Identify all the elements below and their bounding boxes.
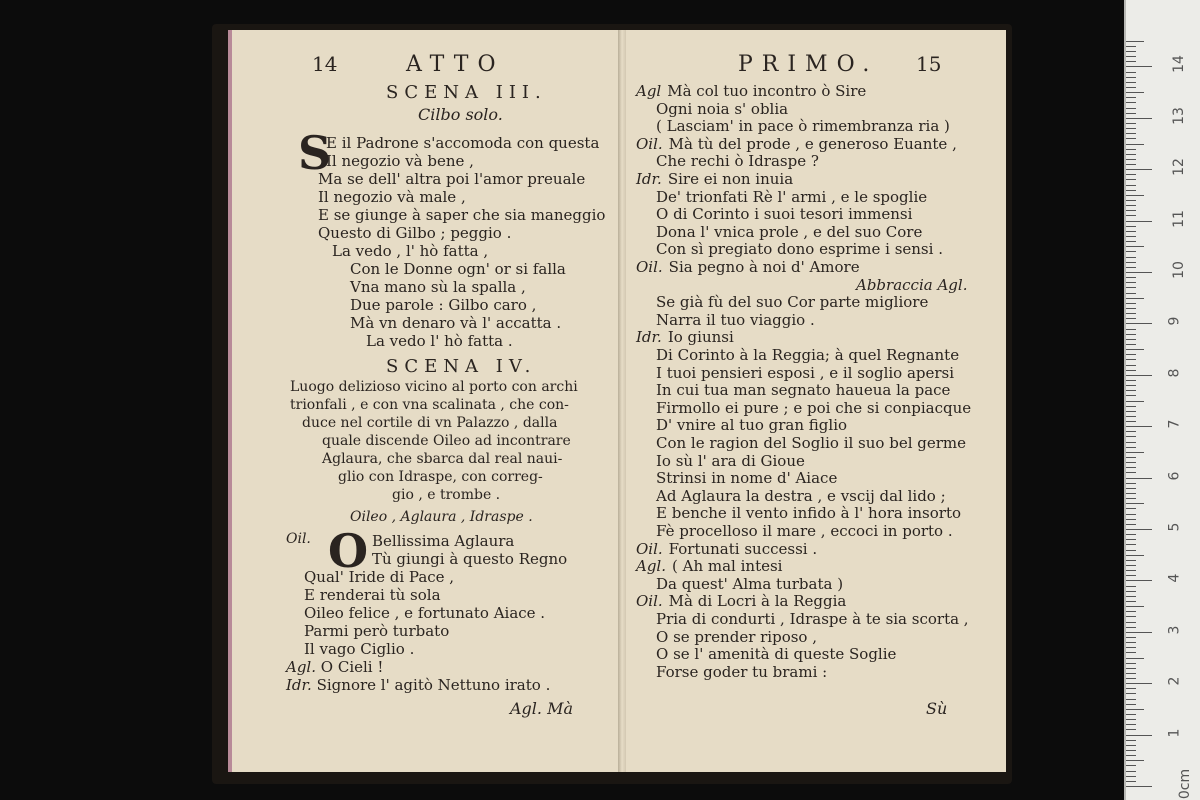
ruler-tick [1126,457,1136,458]
verse-line: Ma se dell' altra poi l'amor preuale [318,170,586,188]
measurement-ruler [1124,0,1200,800]
ruler-tick [1126,313,1136,314]
dialog-text: D' vnire al tuo gran figlio [656,416,848,435]
running-head-left: ATTO [406,52,505,77]
stage-line: quale discende Oileo ad incontrare [322,433,571,449]
dialog-line [656,399,971,417]
ruler-tick [1126,401,1144,402]
dialog-text: De' trionfati Rè l' armi , e le spoglie [656,187,928,206]
ruler-number: 7 [1166,419,1183,429]
dialog-line [636,135,957,153]
dialog-text: Io giunsi [667,328,734,347]
speaker-label: Idr. [636,328,662,347]
ruler-tick [1126,478,1152,479]
dialog-text: ( Ah mal intesi [672,557,783,576]
ruler-tick [1126,221,1152,222]
ruler-tick [1126,102,1136,103]
dialog-text: O se prender riposo , [656,627,818,646]
ruler-tick [1126,760,1144,761]
ruler-tick [1126,164,1136,165]
verse-line: Parmi però turbato [304,622,450,640]
verse-line: Il negozio và male , [318,188,466,206]
ruler-tick [1126,524,1136,525]
left-page [228,30,620,772]
ruler-tick [1126,123,1136,124]
verse-line: Questo di Gilbo ; peggio . [318,224,512,242]
ruler-tick [1126,472,1136,473]
dialog-line [656,100,788,118]
ruler-tick [1126,611,1136,612]
ruler-tick [1126,596,1136,597]
dialog-line [656,452,805,470]
verse-line: Tù giungi à questo Regno [372,550,568,568]
ruler-tick [1126,786,1152,787]
verse-line: Qual' Iride di Pace , [304,568,455,586]
ruler-tick [1126,195,1144,196]
dialog-line [656,628,817,646]
ruler-tick [1126,77,1136,78]
dialog-line [636,170,793,188]
ruler-tick [1126,210,1136,211]
ruler-tick [1126,462,1136,463]
dialog-text: Ad Aglaura la destra , e vscij dal lido ; [656,486,946,505]
ruler-number: 0cm [1177,768,1194,800]
ruler-number: 11 [1170,209,1187,228]
verse-line: Il negozio và bene , [326,152,474,170]
verse-line: Con le Donne ogn' or si falla [350,260,566,278]
dialog-text: Fortunati successi . [668,539,818,558]
ruler-tick [1126,46,1136,47]
ruler-tick [1126,508,1136,509]
ruler-number: 6 [1166,471,1183,481]
dialog-line [656,434,966,452]
ruler-tick [1126,179,1136,180]
dialog-text: Da quest' Alma turbata ) [656,574,844,593]
ruler-tick [1126,339,1136,340]
ruler-number: 4 [1166,573,1183,583]
dialog-text: E benche il vento infido à l' hora insorto [656,504,962,523]
ruler-tick [1126,714,1136,715]
ruler-tick [1126,262,1136,263]
ruler-tick [1126,442,1136,443]
dialog-line [636,592,846,610]
dialog-line [636,328,734,346]
ruler-tick [1126,622,1136,623]
ruler-tick [1126,550,1136,551]
stage-line: Aglaura, che sbarca dal real naui- [322,451,563,467]
ruler-tick [1126,565,1136,566]
dialog-line [656,364,954,382]
dialog-text: Di Corinto à la Reggia; à quel Regnante [656,346,960,364]
ruler-tick [1126,277,1136,278]
ruler-tick [1126,205,1136,206]
dialog-line [636,82,866,100]
ruler-tick [1126,144,1144,145]
stage-line: trionfali , e con vna scalinata , che con- [290,397,569,413]
ruler-tick [1126,149,1136,150]
ruler-tick [1126,436,1136,437]
dialog-text: Mà col tuo incontro ò Sire [667,82,867,100]
dialog-line [656,416,847,434]
verse-line: Vna mano sù la spalla , [350,278,526,296]
ruler-tick [1126,303,1136,304]
speaker-label: Oil. [636,134,663,153]
ruler-tick [1126,421,1136,422]
ruler-tick [1126,251,1136,252]
ruler-tick [1126,627,1136,628]
verse-line: Oileo felice , e fortunato Aiace . [304,604,546,622]
ruler-tick [1126,174,1136,175]
ruler-tick [1126,693,1136,694]
dialog-line [656,152,819,170]
dialog-text: Forse goder tu brami : [656,662,828,681]
ruler-tick [1126,750,1136,751]
ruler-tick [1126,272,1152,273]
verse-line: La vedo l' hò fatta . [366,332,513,350]
dialog-text: Narra il tuo viaggio . [656,310,815,329]
ruler-tick [1126,354,1136,355]
ruler-tick [1126,771,1136,772]
ruler-tick [1126,169,1152,170]
ruler-tick [1126,781,1136,782]
character-list: Oileo , Aglaura , Idraspe . [350,509,533,525]
ruler-tick [1126,66,1152,67]
ruler-tick [1126,699,1136,700]
speaker-label: Agl. [286,658,316,676]
ruler-tick [1126,539,1136,540]
ruler-number: 8 [1166,368,1183,378]
dialog-line [856,276,967,294]
ruler-tick [1126,298,1144,299]
ruler-tick [1126,395,1136,396]
dialog-text: In cui tua man segnato haueua la pace [656,381,951,400]
ruler-tick [1126,431,1136,432]
ruler-tick [1126,82,1136,83]
ruler-tick [1126,190,1136,191]
dialog-line [656,240,943,258]
ruler-tick [1126,591,1136,592]
ruler-tick [1126,663,1136,664]
ruler-tick [1126,87,1136,88]
ruler-tick [1126,92,1144,93]
ruler-tick [1126,755,1136,756]
dialog-text: Mà tù del prode , e generoso Euante , [668,134,957,153]
ruler-tick [1126,344,1136,345]
dialog-line [656,575,843,593]
dialog-text: Sire ei non inuia [667,170,794,188]
stage-line: gio , e trombe . [392,487,501,503]
page-number-left: 14 [312,52,338,76]
dialog-line [656,469,837,487]
ruler-tick [1126,349,1144,350]
ruler-number: 13 [1170,106,1187,125]
dialog-line [656,293,928,311]
scene-title: SCENA III. [386,82,547,103]
ruler-tick [1126,637,1136,638]
ruler-tick [1126,724,1136,725]
dialog-line [636,540,817,558]
stage-line: Luogo delizioso vicino al porto con archi [290,379,578,395]
speaker-label: Oil. [286,531,311,547]
ruler-tick [1126,765,1136,766]
dialog-text: Con sì pregiato dono esprime i sensi . [656,240,943,259]
ruler-tick [1126,529,1152,530]
scene-subtitle: Cilbo solo. [418,105,503,124]
stage-line: glio con Idraspe, con correg- [338,469,543,485]
dialog-text: Signore l' agitò Nettuno irato . [316,676,551,694]
ruler-tick [1126,200,1136,201]
dialog-text: O se l' amenità di queste Soglie [656,645,897,664]
ruler-tick [1126,226,1136,227]
dialog-line [286,658,383,676]
ruler-tick [1126,385,1136,386]
ruler-tick [1126,503,1144,504]
ruler-tick [1126,97,1136,98]
ruler-tick [1126,658,1144,659]
ruler-tick [1126,159,1136,160]
dialog-text: Dona l' vnica prole , e del suo Core [656,222,923,241]
dialog-line [656,663,827,681]
dialog-text: ( Lasciam' in pace ò rimembranza ria ) [656,117,950,136]
ruler-tick [1126,61,1136,62]
ruler-tick [1126,586,1136,587]
ruler-tick [1126,514,1136,515]
verse-line: La vedo , l' hò fatta , [332,242,489,260]
ruler-tick [1126,498,1136,499]
ruler-tick [1126,544,1136,545]
dialog-text: Ogni noia s' oblia [656,99,789,118]
dialog-text: Se già fù del suo Cor parte migliore [656,293,929,312]
ruler-number: 14 [1170,55,1187,74]
ruler-tick [1126,133,1136,134]
ruler-tick [1126,606,1144,607]
dialog-line [656,117,950,135]
ruler-tick [1126,647,1136,648]
ruler-tick [1126,128,1136,129]
ruler-tick [1126,231,1136,232]
speaker-label: Idr. [286,676,312,694]
ruler-tick [1126,411,1136,412]
dialog-line [656,311,815,329]
ruler-tick [1126,323,1152,324]
ruler-tick [1126,560,1136,561]
ruler-tick [1126,267,1136,268]
catchword-left: Agl. Mà [510,699,574,718]
dialog-text: Con le ragion del Soglio il suo bel germe [656,434,967,452]
verse-line: Due parole : Gilbo caro , [350,296,537,314]
dialog-text: Sia pegno à noi d' Amore [668,258,860,276]
ruler-tick [1126,570,1136,571]
ruler-tick [1126,729,1136,730]
ruler-tick [1126,308,1136,309]
dialog-text: O di Corinto i suoi tesori immensi [656,205,913,224]
dialog-line [286,676,550,694]
ruler-tick [1126,776,1136,777]
ruler-tick [1126,236,1136,237]
ruler-tick [1126,467,1136,468]
ruler-tick [1126,72,1136,73]
ruler-tick [1126,359,1136,360]
ruler-number: 5 [1166,522,1183,532]
dialog-line [656,223,922,241]
ruler-tick [1126,246,1144,247]
dialog-text: O Cieli ! [320,658,384,676]
ruler-tick [1126,293,1136,294]
ruler-tick [1126,580,1152,581]
ruler-tick [1126,555,1144,556]
catchword-right: Sù [926,699,948,718]
ruler-tick [1126,447,1136,448]
dialog-text: Firmollo ei pure ; e poi che si conpiacque [656,398,972,417]
ruler-tick [1126,534,1136,535]
ruler-tick [1126,287,1136,288]
ruler-tick [1126,719,1136,720]
dialog-text: Strinsi in nome d' Aiace [656,469,838,488]
ruler-tick [1126,483,1136,484]
ruler-tick [1126,652,1136,653]
dialog-text: Che rechi ò Idraspe ? [656,152,819,171]
ruler-tick [1126,519,1136,520]
running-head-right: PRIMO. [738,52,879,77]
ruler-number: 3 [1166,625,1183,635]
page-number-right: 15 [916,52,942,76]
ruler-tick [1126,375,1152,376]
ruler-tick [1126,673,1136,674]
ruler-tick [1126,334,1136,335]
speaker-label: Oil. [636,258,663,276]
dialog-text: Pria di condurti , Idraspe à te sia scorta , [656,610,969,628]
dialog-text: Io sù l' ara di Gioue [656,451,805,470]
ruler-tick [1126,452,1144,453]
ruler-number: 2 [1166,676,1183,686]
verse-line: E il Padrone s'accomoda con questa [326,134,600,152]
ruler-tick [1126,678,1136,679]
verse-line: E se giunge à saper che sia maneggio [318,206,606,224]
ruler-tick [1126,215,1136,216]
verse-line: Mà vn denaro và l' accatta . [350,314,562,332]
drop-cap: S [298,126,332,180]
ruler-tick [1126,108,1136,109]
ruler-tick [1126,365,1136,366]
ruler-tick [1126,329,1136,330]
dialog-text: Mà di Locri à la Reggia [668,592,847,611]
ruler-tick [1126,709,1144,710]
dialog-line [656,487,946,505]
ruler-tick [1126,601,1136,602]
dialog-line [636,258,860,276]
stage-line: duce nel cortile di vn Palazzo , dalla [302,415,558,431]
ruler-tick [1126,426,1152,427]
speaker-label: Idr. [636,170,662,188]
ruler-number: 9 [1166,316,1183,326]
ruler-tick [1126,735,1152,736]
ruler-tick [1126,575,1136,576]
dialog-text: Fè procelloso il mare , eccoci in porto . [656,522,953,540]
ruler-tick [1126,318,1136,319]
drop-cap-2: O [328,524,369,578]
ruler-tick [1126,56,1136,57]
ruler-tick [1126,241,1136,242]
ruler-tick [1126,138,1136,139]
ruler-tick [1126,257,1136,258]
dialog-line [656,645,896,663]
speaker-label: Agl [636,82,662,100]
dialog-line [656,205,912,223]
ruler-tick [1126,616,1136,617]
ruler-number: 1 [1166,728,1183,738]
ruler-tick [1126,185,1136,186]
dialog-line [656,504,961,522]
ruler-number: 12 [1170,158,1187,177]
ruler-tick [1126,683,1152,684]
ruler-number: 10 [1170,261,1187,279]
dialog-line [656,346,959,364]
ruler-tick [1126,668,1136,669]
speaker-label: Oil. [636,592,663,611]
scene-title-2: SCENA IV. [386,356,537,377]
ruler-tick [1126,118,1152,119]
speaker-label: Oil. [636,539,663,558]
ruler-tick [1126,745,1136,746]
stage-direction: Abbraccia Agl. [856,275,968,294]
speaker-label: Agl. [636,557,666,576]
ruler-tick [1126,154,1136,155]
dialog-line [656,522,953,540]
verse-line: E renderai tù sola [304,586,441,604]
verse-line: Bellissima Aglaura [372,532,515,550]
ruler-tick [1126,390,1136,391]
dialog-line [656,381,950,399]
ruler-tick [1126,41,1144,42]
verse-line: Il vago Ciglio . [304,640,415,658]
ruler-tick [1126,740,1136,741]
right-page [626,30,1006,772]
ruler-tick [1126,632,1152,633]
ruler-tick [1126,642,1136,643]
dialog-line [656,610,969,628]
dialog-text: I tuoi pensieri esposi , e il soglio apersi [656,363,955,382]
ruler-tick [1126,416,1136,417]
ruler-tick [1126,51,1136,52]
ruler-tick [1126,282,1136,283]
ruler-tick [1126,704,1136,705]
ruler-tick [1126,113,1136,114]
ruler-tick [1126,370,1136,371]
dialog-line [656,188,927,206]
ruler-tick [1126,688,1136,689]
dialog-line [636,557,782,575]
ruler-tick [1126,380,1136,381]
ruler-tick [1126,488,1136,489]
ruler-tick [1126,493,1136,494]
ruler-tick [1126,406,1136,407]
